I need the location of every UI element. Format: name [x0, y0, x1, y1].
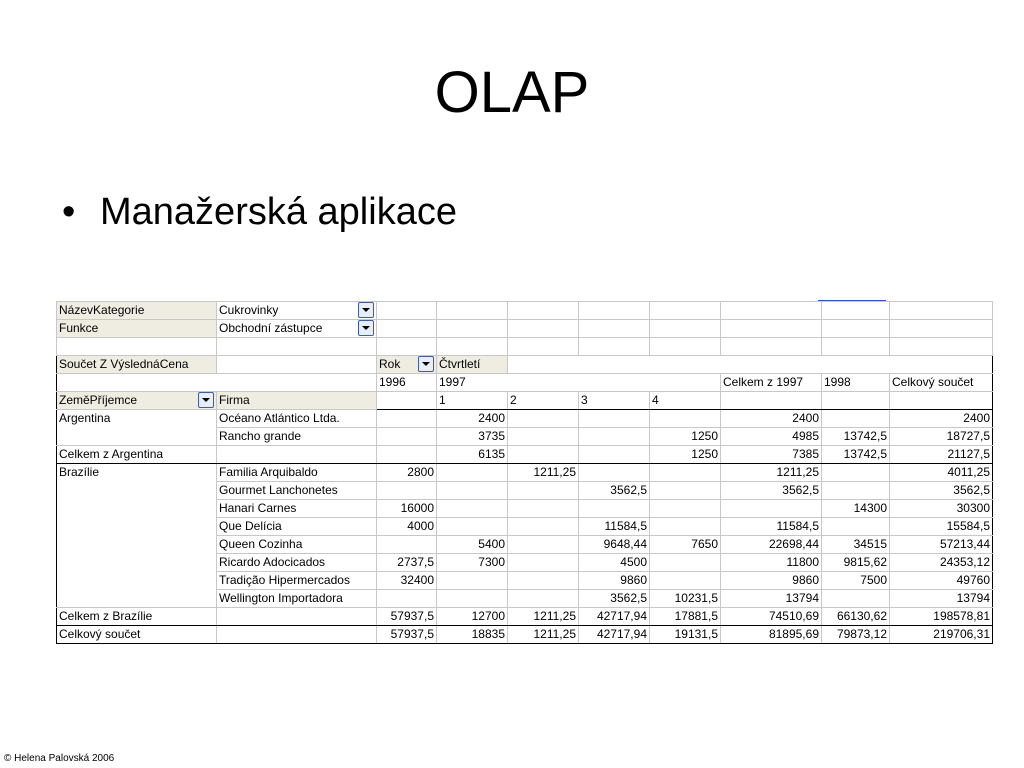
- value-cell-v1996: [377, 446, 437, 464]
- dropdown-arrow-icon[interactable]: [358, 302, 374, 318]
- firm-cell: Que Delícia: [217, 518, 377, 536]
- empty-row: [57, 338, 993, 356]
- firm-cell: Rancho grande: [217, 428, 377, 446]
- value-cell-total: 13794: [890, 590, 993, 608]
- value-cell-v1998: [822, 590, 890, 608]
- value-cell-q3: 42717,94: [579, 608, 650, 626]
- page-field-name: Funkce: [57, 320, 217, 338]
- value-cell-t1997: 11584,5: [721, 518, 822, 536]
- value-cell-q1: [437, 464, 508, 482]
- value-cell-q3: [579, 428, 650, 446]
- subtotal-spacer: [217, 626, 377, 644]
- value-cell-total: 21127,5: [890, 446, 993, 464]
- table-row: [57, 554, 993, 572]
- column-field-row: [57, 356, 993, 374]
- value-cell-q4: [650, 410, 721, 428]
- value-cell-q3: 11584,5: [579, 518, 650, 536]
- value-cell-q3: [579, 464, 650, 482]
- value-cell-q3: [579, 410, 650, 428]
- value-cell-total: 15584,5: [890, 518, 993, 536]
- value-cell-v1998: 66130,62: [822, 608, 890, 626]
- quarter-1: 1: [437, 392, 508, 410]
- value-cell-q3: 4500: [579, 554, 650, 572]
- value-cell-q3: 9860: [579, 572, 650, 590]
- value-cell-v1996: [377, 410, 437, 428]
- value-cell-q3: 3562,5: [579, 590, 650, 608]
- value-cell-total: 30300: [890, 500, 993, 518]
- firm-cell: Ricardo Adocicados: [217, 554, 377, 572]
- value-cell-q1: 7300: [437, 554, 508, 572]
- value-cell-t1997: [721, 500, 822, 518]
- value-cell-q4: 10231,5: [650, 590, 721, 608]
- value-cell-q4: 1250: [650, 428, 721, 446]
- dropdown-arrow-icon[interactable]: [418, 356, 434, 372]
- value-cell-total: 49760: [890, 572, 993, 590]
- value-cell-q2: [508, 554, 579, 572]
- value-cell-q1: [437, 518, 508, 536]
- value-cell-v1998: 34515: [822, 536, 890, 554]
- row-field-firm: Firma: [217, 392, 377, 410]
- value-cell-v1998: [822, 410, 890, 428]
- subtotal-label: Celkem z Argentina: [57, 446, 217, 464]
- value-cell-q2: [508, 518, 579, 536]
- value-cell-q1: [437, 482, 508, 500]
- value-cell-v1996: 57937,5: [377, 608, 437, 626]
- firm-cell: Hanari Carnes: [217, 500, 377, 518]
- country-cell: [57, 536, 217, 554]
- country-cell: [57, 554, 217, 572]
- bullet-dot: •: [62, 191, 76, 233]
- value-cell-t1997: 1211,25: [721, 464, 822, 482]
- row-field-country: ZeměPříjemce: [59, 393, 138, 407]
- value-cell-v1998: 14300: [822, 500, 890, 518]
- value-cell-v1996: [377, 482, 437, 500]
- value-cell-t1997: 3562,5: [721, 482, 822, 500]
- value-cell-v1998: 13742,5: [822, 428, 890, 446]
- value-cell-q2: [508, 428, 579, 446]
- slide-title: OLAP: [434, 60, 590, 125]
- quarter-3: 3: [579, 392, 650, 410]
- table-row: [57, 464, 993, 482]
- value-cell-v1998: [822, 464, 890, 482]
- subtotal-label: Celkem z Brazílie: [57, 608, 217, 626]
- year-header-row: [57, 374, 993, 392]
- dropdown-arrow-icon[interactable]: [198, 392, 214, 408]
- country-cell: [57, 500, 217, 518]
- country-cell: [57, 482, 217, 500]
- value-cell-q1: [437, 590, 508, 608]
- quarter-2: 2: [508, 392, 579, 410]
- value-cell-q4: [650, 554, 721, 572]
- value-cell-q1: 6135: [437, 446, 508, 464]
- bullet-item: [62, 186, 457, 238]
- firm-cell: Océano Atlántico Ltda.: [217, 410, 377, 428]
- subtotal-row: [57, 446, 993, 464]
- value-cell-q1: 5400: [437, 536, 508, 554]
- value-cell-q2: [508, 572, 579, 590]
- value-cell-q4: [650, 518, 721, 536]
- value-cell-q4: 7650: [650, 536, 721, 554]
- table-row: [57, 536, 993, 554]
- value-cell-v1996: 2800: [377, 464, 437, 482]
- value-cell-v1996: 16000: [377, 500, 437, 518]
- value-cell-q4: [650, 572, 721, 590]
- value-cell-q3: 9648,44: [579, 536, 650, 554]
- table-row: [57, 518, 993, 536]
- value-cell-total: 18727,5: [890, 428, 993, 446]
- table-row: [57, 410, 993, 428]
- value-cell-v1996: 4000: [377, 518, 437, 536]
- page-field-value-cell[interactable]: [217, 320, 377, 338]
- page-field-value: Cukrovinky: [219, 303, 279, 317]
- col-field-year: Rok: [379, 357, 401, 371]
- country-cell: Argentina: [57, 410, 217, 428]
- value-cell-total: 57213,44: [890, 536, 993, 554]
- value-cell-q1: 2400: [437, 410, 508, 428]
- value-cell-total: 24353,12: [890, 554, 993, 572]
- year-1996: 1996: [377, 374, 437, 392]
- value-cell-t1997: 74510,69: [721, 608, 822, 626]
- value-cell-total: 219706,31: [890, 626, 993, 644]
- firm-cell: Gourmet Lanchonetes: [217, 482, 377, 500]
- copyright-footer: © Helena Palovská 2006: [4, 753, 115, 764]
- value-cell-t1997: 2400: [721, 410, 822, 428]
- value-cell-t1997: 4985: [721, 428, 822, 446]
- page-field-row: [57, 302, 993, 320]
- subtotal-spacer: [217, 446, 377, 464]
- value-cell-q4: [650, 482, 721, 500]
- value-cell-t1997: 22698,44: [721, 536, 822, 554]
- value-cell-v1998: 9815,62: [822, 554, 890, 572]
- year-1997-total: Celkem z 1997: [721, 374, 822, 392]
- table-row: [57, 590, 993, 608]
- value-cell-t1997: 9860: [721, 572, 822, 590]
- value-cell-q4: 1250: [650, 446, 721, 464]
- page-field-name: NázevKategorie: [57, 302, 217, 320]
- value-cell-t1997: 7385: [721, 446, 822, 464]
- row-field-country-cell[interactable]: [57, 392, 217, 410]
- value-cell-q3: [579, 446, 650, 464]
- value-cell-q2: 1211,25: [508, 608, 579, 626]
- subtotal-label: Celkový součet: [57, 626, 217, 644]
- value-cell-t1997: 11800: [721, 554, 822, 572]
- table-row: [57, 500, 993, 518]
- country-cell: [57, 428, 217, 446]
- country-cell: [57, 518, 217, 536]
- dropdown-arrow-icon[interactable]: [358, 320, 374, 336]
- value-cell-q3: 3562,5: [579, 482, 650, 500]
- value-cell-q4: [650, 500, 721, 518]
- value-cell-q1: 12700: [437, 608, 508, 626]
- value-cell-v1996: 32400: [377, 572, 437, 590]
- value-cell-v1998: [822, 482, 890, 500]
- col-field-year-cell[interactable]: [377, 356, 437, 374]
- value-cell-v1998: 7500: [822, 572, 890, 590]
- value-cell-q3: [579, 500, 650, 518]
- grand-total-header: Celkový součet: [890, 374, 993, 392]
- value-cell-v1996: [377, 590, 437, 608]
- value-cell-v1998: 13742,5: [822, 446, 890, 464]
- value-cell-q4: 17881,5: [650, 608, 721, 626]
- value-cell-q1: [437, 500, 508, 518]
- value-cell-q2: [508, 446, 579, 464]
- value-cell-q4: [650, 464, 721, 482]
- table-row: [57, 428, 993, 446]
- pivot-table: [56, 301, 993, 644]
- value-cell-total: 4011,25: [890, 464, 993, 482]
- page-field-value: Obchodní zástupce: [219, 321, 323, 335]
- value-cell-total: 198578,81: [890, 608, 993, 626]
- value-cell-v1996: 2737,5: [377, 554, 437, 572]
- value-cell-q2: [508, 482, 579, 500]
- value-cell-q2: 1211,25: [508, 626, 579, 644]
- value-cell-t1997: 13794: [721, 590, 822, 608]
- quarter-4: 4: [650, 392, 721, 410]
- subtotal-spacer: [217, 608, 377, 626]
- firm-cell: Tradição Hipermercados: [217, 572, 377, 590]
- firm-cell: Familia Arquibaldo: [217, 464, 377, 482]
- value-cell-v1998: [822, 518, 890, 536]
- value-cell-q3: 42717,94: [579, 626, 650, 644]
- value-cell-q2: 1211,25: [508, 464, 579, 482]
- table-row: [57, 482, 993, 500]
- data-field-label: Součet Z VýslednáCena: [57, 356, 217, 374]
- value-cell-q2: [508, 410, 579, 428]
- value-cell-v1998: 79873,12: [822, 626, 890, 644]
- col-field-quarter: Čtvrtletí: [437, 356, 508, 374]
- firm-cell: Wellington Importadora: [217, 590, 377, 608]
- bullet-text: Manažerská aplikace: [100, 191, 457, 233]
- value-cell-q4: 19131,5: [650, 626, 721, 644]
- subtotal-row: [57, 626, 993, 644]
- row-field-row: [57, 392, 993, 410]
- firm-cell: Queen Cozinha: [217, 536, 377, 554]
- value-cell-v1996: [377, 536, 437, 554]
- page-field-value-cell[interactable]: [217, 302, 377, 320]
- year-1998: 1998: [822, 374, 890, 392]
- value-cell-q1: [437, 572, 508, 590]
- value-cell-total: 2400: [890, 410, 993, 428]
- value-cell-q1: 18835: [437, 626, 508, 644]
- country-cell: Brazílie: [57, 464, 217, 482]
- year-1997: 1997: [437, 374, 508, 392]
- value-cell-total: 3562,5: [890, 482, 993, 500]
- page-field-row: [57, 320, 993, 338]
- value-cell-q2: [508, 500, 579, 518]
- subtotal-row: [57, 608, 993, 626]
- value-cell-q1: 3735: [437, 428, 508, 446]
- value-cell-t1997: 81895,69: [721, 626, 822, 644]
- country-cell: [57, 572, 217, 590]
- table-row: [57, 572, 993, 590]
- value-cell-v1996: 57937,5: [377, 626, 437, 644]
- country-cell: [57, 590, 217, 608]
- value-cell-v1996: [377, 428, 437, 446]
- value-cell-q2: [508, 536, 579, 554]
- value-cell-q2: [508, 590, 579, 608]
